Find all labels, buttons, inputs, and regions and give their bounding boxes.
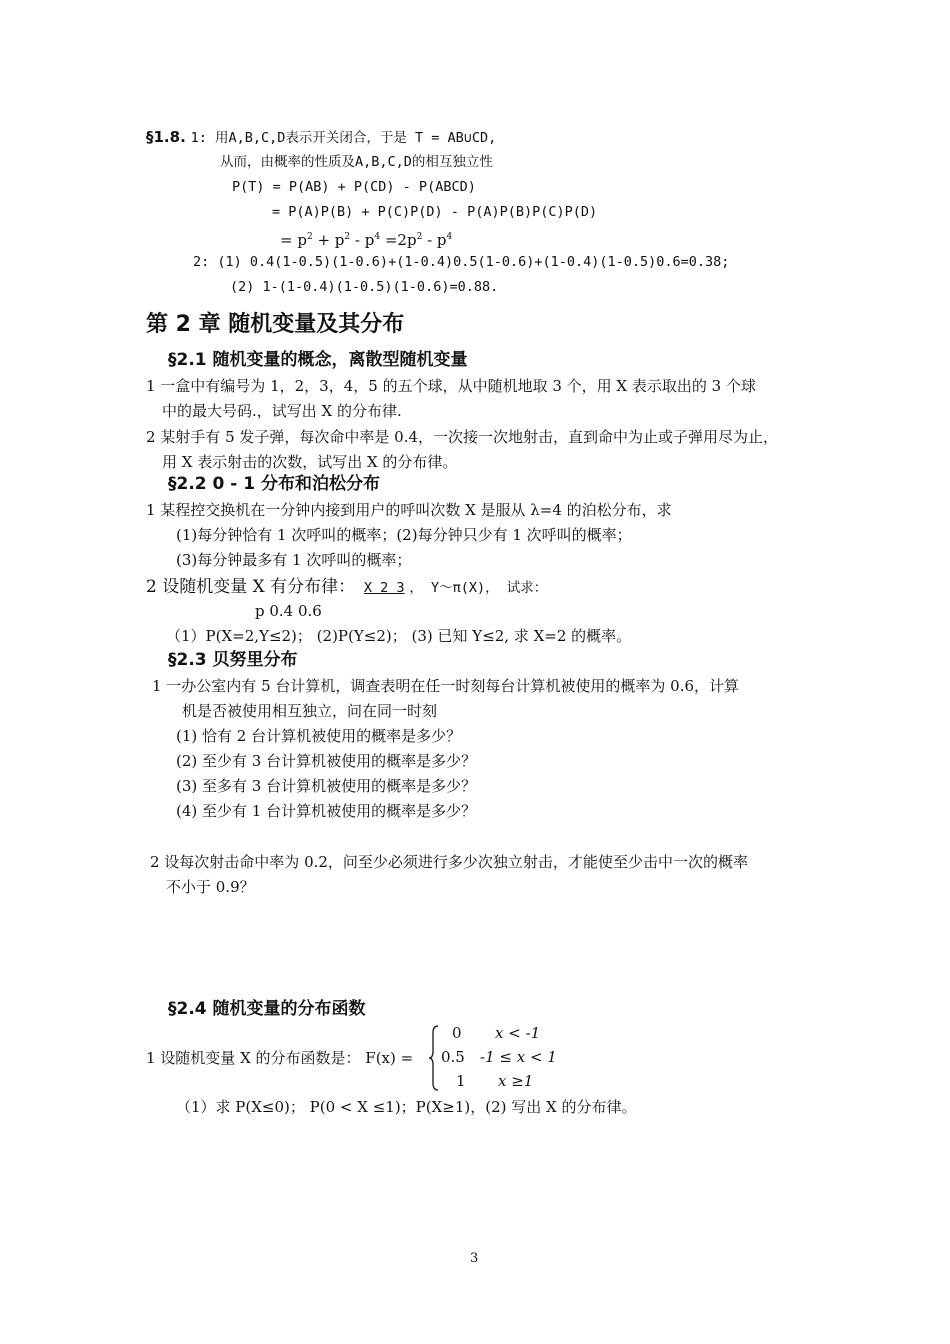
s18-l5f: 4 bbox=[374, 232, 381, 242]
s21-p1b: 中的最大号码.，试写出 X 的分布律. bbox=[162, 402, 402, 420]
s22-p1b: (1)每分钟恰有 1 次呼叫的概率；(2)每分钟只少有 1 次呼叫的概率； bbox=[176, 526, 632, 544]
s18-line4: = P(A)P(B) + P(C)P(D) - P(A)P(B)P(C)P(D) bbox=[272, 204, 598, 220]
s23-p1b: 机是否被使用相互独立，问在同一时刻 bbox=[182, 702, 438, 720]
s24-c1v: 0 bbox=[452, 1024, 462, 1042]
s22-table-p: p 0.4 0.6 bbox=[255, 602, 322, 620]
s24-c3c: x ≥1 bbox=[498, 1072, 534, 1090]
s18-line2: 从而，由概率的性质及A,B,C,D的相互独立性 bbox=[220, 154, 493, 170]
s23-q3: (3) 至多有 3 台计算机被使用的概率是多少？ bbox=[176, 777, 477, 795]
s18-line1: 1: 用A,B,C,D表示开关闭合，于是 T = AB∪CD, bbox=[190, 130, 497, 146]
s23-q4: (4) 至少有 1 台计算机被使用的概率是多少？ bbox=[176, 802, 477, 820]
s18-l5d: 2 bbox=[344, 232, 351, 242]
s24-lead: 1 设随机变量 X 的分布函数是： F(x) = bbox=[146, 1049, 414, 1067]
piecewise-brace bbox=[428, 1025, 438, 1091]
s18-l5b: 2 bbox=[306, 232, 313, 242]
s21-title: §2.1 随机变量的概念，离散型随机变量 bbox=[168, 350, 468, 370]
s18-l5g: =2p bbox=[380, 231, 417, 249]
s22-title: §2.2 0 - 1 分布和泊松分布 bbox=[168, 474, 381, 494]
s22-p2tail: ， Y～π(X)， 试求： bbox=[409, 580, 548, 596]
s22-p1c: (3)每分钟最多有 1 次呼叫的概率； bbox=[176, 551, 412, 569]
s21-p2b: 用 X 表示射击的次数，试写出 X 的分布律。 bbox=[162, 453, 458, 471]
s24-title: §2.4 随机变量的分布函数 bbox=[168, 999, 366, 1019]
s24-c2v: 0.5 bbox=[441, 1048, 465, 1066]
s21-p1a: 1 一盒中有编号为 1，2，3，4，5 的五个球，从中随机地取 3 个，用 X 表示取出的 3 个球 bbox=[146, 377, 756, 395]
s18-q2a: 2: (1) 0.4(1-0.5)(1-0.6)+(1-0.4)0.5(1-0.6)+(1-0.4)(1-0.5)0.6=0.38; bbox=[193, 254, 730, 270]
s18-line5 bbox=[280, 227, 452, 250]
s18-l5h: 2 bbox=[416, 232, 423, 242]
s18-l5c: + p bbox=[312, 231, 345, 249]
s18-l5a: = p bbox=[280, 231, 307, 249]
s18-l5i: - p bbox=[422, 231, 447, 249]
s24-c2c: -1 ≤ x < 1 bbox=[480, 1048, 557, 1066]
s23-q2: (2) 至少有 3 台计算机被使用的概率是多少？ bbox=[176, 752, 477, 770]
s22-p2a: 2 设随机变量 X 有分布律： bbox=[146, 577, 356, 597]
s22-p1a: 1 某程控交换机在一分钟内接到用户的呼叫次数 X 是服从 λ=4 的泊松分布，求 bbox=[146, 501, 672, 519]
s22-p2-line bbox=[146, 577, 547, 598]
chapter-title: 第 2 章 随机变量及其分布 bbox=[146, 312, 405, 337]
page-number: 3 bbox=[470, 1251, 479, 1266]
s23-p2b: 不小于 0.9？ bbox=[166, 878, 255, 896]
s18-l5j: 4 bbox=[446, 232, 453, 242]
s21-p2a: 2 某射手有 5 发子弹，每次命中率是 0.4，一次接一次地射击，直到命中为止或子弹用尽为止， bbox=[146, 428, 779, 446]
brace-svg bbox=[428, 1025, 442, 1091]
s18-q2b: (2) 1-(1-0.4)(1-0.5)(1-0.6)=0.88. bbox=[230, 279, 499, 295]
s23-p1a: 1 一办公室内有 5 台计算机，调查表明在任一时刻每台计算机被使用的概率为 0.6，计算 bbox=[152, 677, 740, 695]
s18-line3: P(T) = P(AB) + P(CD) - P(ABCD) bbox=[232, 179, 476, 195]
s24-c3v: 1 bbox=[456, 1072, 466, 1090]
s23-q1: (1) 恰有 2 台计算机被使用的概率是多少？ bbox=[176, 727, 462, 745]
s23-title: §2.3 贝努里分布 bbox=[168, 650, 298, 670]
s18-head: §1.8. bbox=[146, 128, 186, 146]
s22-p2c: （1）P(X=2,Y≤2)； (2)P(Y≤2)； (3) 已知 Y≤2, 求 X=2 的概率。 bbox=[166, 627, 632, 645]
s22-table-x: X 2 3 bbox=[363, 580, 405, 596]
s18-l5e: - p bbox=[350, 231, 375, 249]
s18-heading bbox=[146, 127, 496, 148]
s23-p2a: 2 设每次射击命中率为 0.2，问至少必须进行多少次独立射击，才能使至少击中一次的概率 bbox=[150, 853, 748, 871]
s24-c1c: x < -1 bbox=[495, 1024, 541, 1042]
s24-question: （1）求 P(X≤0)； P(0 < X ≤1)；P(X≥1)，(2) 写出 X 的分布律。 bbox=[176, 1098, 637, 1116]
